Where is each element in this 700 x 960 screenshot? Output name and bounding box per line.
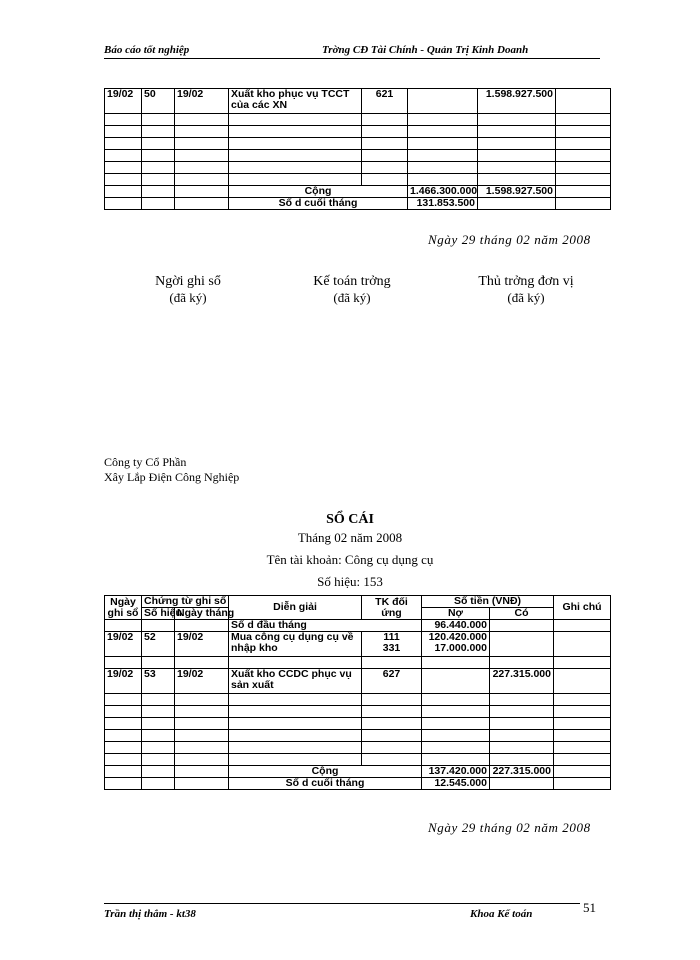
table-cell [105, 657, 142, 669]
table-cell [362, 718, 422, 730]
table-cell [175, 754, 229, 766]
table-cell [556, 174, 611, 186]
table-cell [554, 730, 611, 742]
signature-chief-accountant [267, 274, 437, 306]
table-cell [229, 742, 362, 754]
table-cell [142, 742, 175, 754]
signature-recorder [103, 274, 273, 306]
header-debit: Nợ [422, 608, 490, 620]
table-cell [554, 718, 611, 730]
table-cell [422, 657, 490, 669]
table-row [105, 694, 611, 706]
table-cell [142, 198, 175, 210]
table-cell [478, 126, 556, 138]
date-line-2: Ngày 29 tháng 02 năm 2008 [428, 820, 591, 835]
table-cell [142, 126, 175, 138]
table-cell [556, 89, 611, 114]
table-cell [422, 669, 490, 694]
page-number: 51 [583, 900, 596, 915]
table-cell [175, 126, 229, 138]
table-row [105, 742, 611, 754]
table-cell [229, 754, 362, 766]
table-cell [175, 766, 229, 778]
table-cell [175, 730, 229, 742]
table-cell [105, 694, 142, 706]
table-row [105, 174, 611, 186]
ledger-table-2 [104, 595, 611, 790]
table-cell [175, 742, 229, 754]
table-row [105, 754, 611, 766]
table-cell [422, 694, 490, 706]
table-cell: 111 331 [362, 632, 422, 657]
table-row [105, 150, 611, 162]
table-cell [408, 126, 478, 138]
table-cell [490, 694, 554, 706]
table-cell: Mua công cụ dụng cụ về nhập kho [229, 632, 362, 657]
total-credit: 1.598.927.500 [478, 186, 556, 198]
table-cell [142, 114, 175, 126]
table-cell [478, 198, 556, 210]
header-account: TK đối ứng [362, 596, 422, 620]
table-cell [478, 150, 556, 162]
table-cell [490, 706, 554, 718]
table-cell [556, 150, 611, 162]
header-note: Ghi chú [554, 596, 611, 620]
table-cell [229, 718, 362, 730]
table-cell: 1.598.927.500 [478, 89, 556, 114]
table-row [105, 114, 611, 126]
table-cell [175, 718, 229, 730]
closing-debit: 12.545.000 [422, 778, 490, 790]
table-cell [175, 657, 229, 669]
total-credit: 227.315.000 [490, 766, 554, 778]
table-row [105, 730, 611, 742]
table-cell [554, 742, 611, 754]
table-cell [554, 766, 611, 778]
signature-note: (đã ký) [333, 290, 371, 305]
table-cell: 19/02 [105, 632, 142, 657]
table-cell [422, 754, 490, 766]
closing-row [105, 198, 611, 210]
table-cell [490, 730, 554, 742]
table-cell: 19/02 [175, 89, 229, 114]
table-cell [175, 162, 229, 174]
opening-label: Số d đầu tháng [229, 620, 422, 632]
table-cell [175, 198, 229, 210]
table-cell [422, 718, 490, 730]
table-row [105, 138, 611, 150]
table-cell [142, 766, 175, 778]
table-cell [105, 174, 142, 186]
table-cell [408, 162, 478, 174]
opening-debit: 96.440.000 [422, 620, 490, 632]
table-cell [142, 718, 175, 730]
table-cell [362, 754, 422, 766]
table-cell [142, 174, 175, 186]
table-row [105, 632, 611, 657]
table-cell: 19/02 [175, 632, 229, 657]
table-row [105, 657, 611, 669]
table-cell [142, 706, 175, 718]
table-cell [478, 138, 556, 150]
header-row [105, 596, 611, 608]
closing-row [105, 778, 611, 790]
table-cell [554, 632, 611, 657]
table-cell: 120.420.000 17.000.000 [422, 632, 490, 657]
table-cell [142, 138, 175, 150]
header-right: Trờng CĐ Tài Chính - Quản Trị Kinh Doanh [322, 44, 529, 56]
table-row [105, 89, 611, 114]
table-cell [105, 114, 142, 126]
table-cell [554, 706, 611, 718]
table-cell: 19/02 [175, 669, 229, 694]
ledger-title: SỔ CÁI [326, 512, 374, 527]
table-cell [229, 174, 362, 186]
table-cell [105, 150, 142, 162]
table-cell [554, 694, 611, 706]
table-cell [105, 766, 142, 778]
table-cell [556, 162, 611, 174]
table-cell: 52 [142, 632, 175, 657]
table-cell [362, 174, 408, 186]
table-cell [556, 114, 611, 126]
signature-role: Kế toán trởng [313, 274, 391, 289]
total-row [105, 766, 611, 778]
table-cell [362, 138, 408, 150]
table-cell [105, 754, 142, 766]
table-cell [490, 718, 554, 730]
table-cell [175, 174, 229, 186]
ledger-month: Tháng 02 năm 2008 [297, 530, 403, 545]
table-cell [556, 138, 611, 150]
signature-director [441, 274, 611, 306]
header-voucher: Chứng từ ghi sổ [142, 596, 229, 608]
table-cell [175, 694, 229, 706]
table-cell [556, 126, 611, 138]
header-left: Báo cáo tốt nghiệp [104, 44, 190, 56]
table-cell [362, 742, 422, 754]
table-cell [142, 620, 175, 632]
table-cell [554, 754, 611, 766]
table-cell [105, 742, 142, 754]
ledger-table-1 [104, 88, 611, 210]
total-label: Cộng [229, 766, 422, 778]
header-rule [104, 58, 600, 59]
table-cell [229, 150, 362, 162]
table-cell [422, 730, 490, 742]
table-cell [362, 730, 422, 742]
table-cell [556, 198, 611, 210]
date-line-1: Ngày 29 tháng 02 năm 2008 [428, 232, 591, 247]
table-cell [478, 162, 556, 174]
table-cell [175, 778, 229, 790]
table-cell [362, 126, 408, 138]
footer-left: Trần thị thắm - kt38 [104, 908, 196, 920]
table-cell [105, 198, 142, 210]
table-cell [490, 778, 554, 790]
table-cell: 50 [142, 89, 175, 114]
footer-rule [104, 903, 580, 904]
table-cell [229, 694, 362, 706]
table-cell [142, 754, 175, 766]
header-date: Ngày ghi sổ [105, 596, 142, 620]
company-block [104, 455, 239, 485]
table-cell [105, 718, 142, 730]
table-cell [554, 657, 611, 669]
table-cell [175, 114, 229, 126]
table-cell [478, 174, 556, 186]
table-cell [408, 150, 478, 162]
signature-note: (đã ký) [169, 290, 207, 305]
table-cell [105, 162, 142, 174]
table-cell [478, 114, 556, 126]
table-cell [408, 89, 478, 114]
table-cell [229, 657, 362, 669]
table-cell [362, 150, 408, 162]
total-label: Cộng [229, 186, 408, 198]
table-cell [490, 742, 554, 754]
ledger-account-number: Số hiệu: 153 [317, 574, 383, 589]
table-cell [490, 620, 554, 632]
table-cell [229, 730, 362, 742]
header-credit: Có [490, 608, 554, 620]
header-voucher-no: Số hiệu [142, 608, 175, 620]
table-cell [105, 126, 142, 138]
table-cell [175, 620, 229, 632]
table-cell: Xuất kho CCDC phục vụ sản xuất [229, 669, 362, 694]
table-cell [422, 742, 490, 754]
table-cell [408, 138, 478, 150]
table-cell [229, 162, 362, 174]
table-cell: 53 [142, 669, 175, 694]
table-cell [362, 706, 422, 718]
total-row [105, 186, 611, 198]
closing-debit: 131.853.500 [408, 198, 478, 210]
signature-role: Thủ trởng đơn vị [478, 274, 574, 289]
footer-right: Khoa Kế toán [470, 908, 533, 920]
table-cell [175, 138, 229, 150]
table-cell [105, 730, 142, 742]
table-cell: Xuất kho phục vụ TCCT của các XN [229, 89, 362, 114]
table-row [105, 126, 611, 138]
table-cell: 19/02 [105, 669, 142, 694]
table-cell [408, 114, 478, 126]
company-line-1: Công ty Cổ Phần [104, 455, 187, 469]
table-cell [554, 620, 611, 632]
total-debit: 137.420.000 [422, 766, 490, 778]
table-cell [490, 632, 554, 657]
table-cell [362, 114, 408, 126]
table-cell [175, 186, 229, 198]
table-row [105, 669, 611, 694]
table-cell [408, 174, 478, 186]
table-cell [105, 706, 142, 718]
table-cell [556, 186, 611, 198]
company-line-2: Xây Lắp Điện Công Nghiệp [104, 470, 240, 484]
table-cell [229, 138, 362, 150]
table-cell [142, 730, 175, 742]
table-cell [554, 669, 611, 694]
table-cell [142, 694, 175, 706]
table-cell [105, 778, 142, 790]
table-cell [229, 126, 362, 138]
ledger-account-name: Tên tài khoản: Công cụ dụng cụ [266, 552, 434, 567]
table-cell [362, 694, 422, 706]
table-cell [175, 150, 229, 162]
table-cell [490, 754, 554, 766]
table-cell [362, 657, 422, 669]
signature-role: Ngời ghi sổ [155, 274, 221, 289]
table-row [105, 718, 611, 730]
header-amount: Số tiền (VNĐ) [422, 596, 554, 608]
table-cell [554, 778, 611, 790]
table-row [105, 162, 611, 174]
table-cell [362, 162, 408, 174]
table-cell [229, 706, 362, 718]
table-cell: 227.315.000 [490, 669, 554, 694]
table-cell [105, 138, 142, 150]
header-voucher-date: Ngày tháng [175, 608, 229, 620]
table-cell [422, 706, 490, 718]
table-cell [105, 620, 142, 632]
table-cell: 627 [362, 669, 422, 694]
table-cell [490, 657, 554, 669]
closing-label: Số d cuối tháng [229, 198, 408, 210]
table-row [105, 706, 611, 718]
table-cell [142, 657, 175, 669]
total-debit: 1.466.300.000 [408, 186, 478, 198]
table-cell [142, 778, 175, 790]
table-cell [142, 186, 175, 198]
table-cell [229, 114, 362, 126]
table-cell [142, 162, 175, 174]
signature-note: (đã ký) [507, 290, 545, 305]
opening-row [105, 620, 611, 632]
table-cell [142, 150, 175, 162]
table-cell: 19/02 [105, 89, 142, 114]
header-description: Diễn giải [229, 596, 362, 620]
table-cell [105, 186, 142, 198]
table-cell [175, 706, 229, 718]
table-cell: 621 [362, 89, 408, 114]
closing-label: Số d cuối tháng [229, 778, 422, 790]
